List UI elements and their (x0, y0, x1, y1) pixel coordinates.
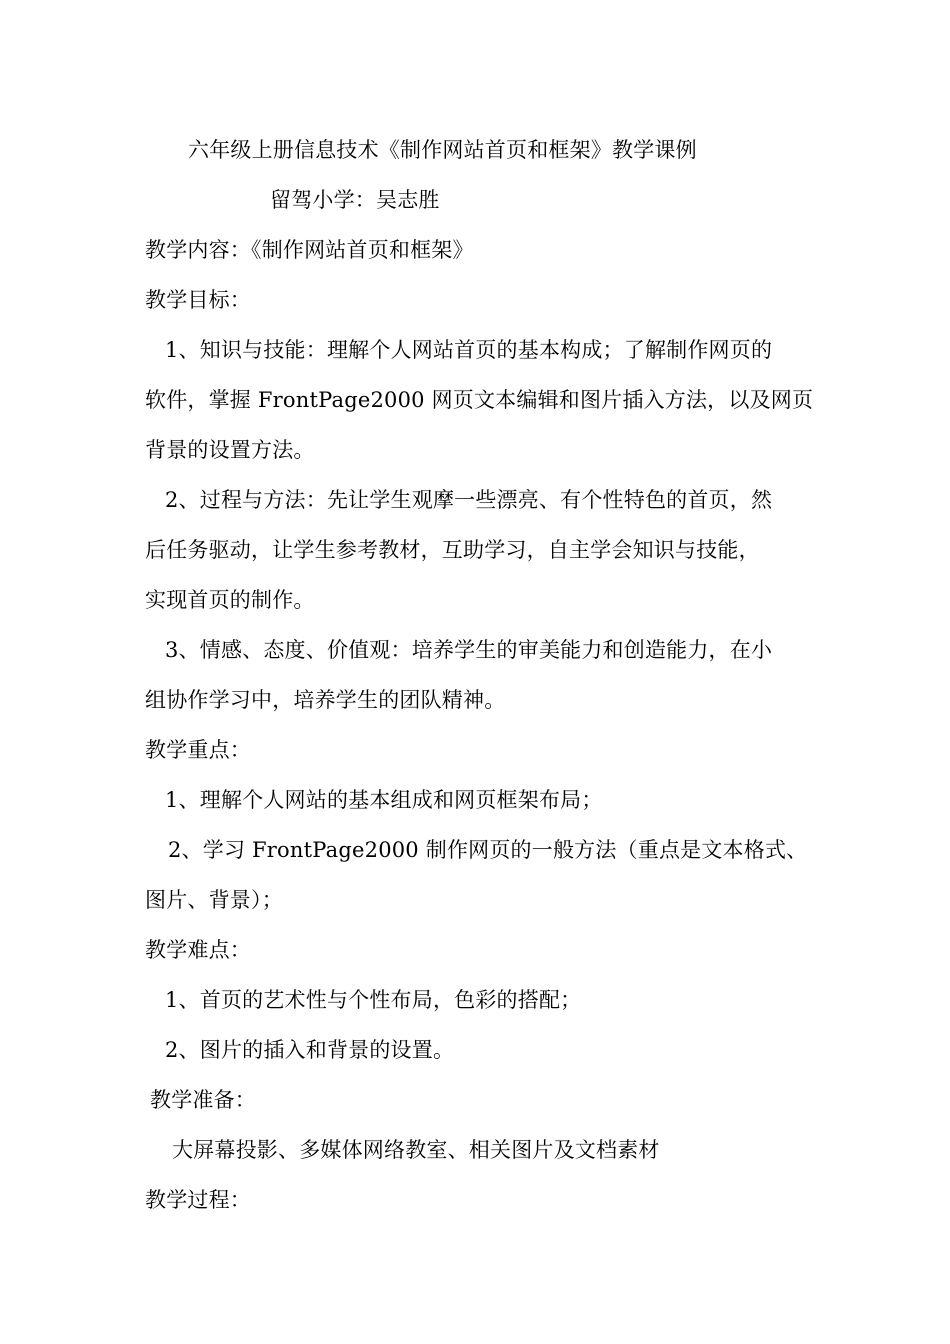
difficulty-2: 2、图片的插入和背景的设置。 (165, 1038, 455, 1062)
goal-1-line-1: 1、知识与技能：理解个人网站首页的基本构成；了解制作网页的 (165, 338, 773, 362)
section-heading-key-points: 教学重点： (145, 738, 251, 762)
document-title: 六年级上册信息技术《制作网站首页和框架》教学课例 (188, 138, 697, 162)
goal-3-line-2: 组协作学习中，培养学生的团队精神。 (145, 688, 506, 712)
key-point-1: 1、理解个人网站的基本组成和网页框架布局； (165, 788, 603, 812)
section-heading-process: 教学过程： (145, 1188, 251, 1212)
goal-3-line-1: 3、情感、态度、价值观：培养学生的审美能力和创造能力，在小 (165, 638, 773, 662)
author-line: 留驾小学：吴志胜 (270, 188, 440, 212)
preparation-materials: 大屏幕投影、多媒体网络教室、相关图片及文档素材 (172, 1138, 660, 1162)
key-point-2-line-2: 图片、背景）； (145, 888, 283, 912)
section-heading-preparation: 教学准备： (150, 1088, 256, 1112)
key-point-2-line-1: 2、学习 FrontPage2000 制作网页的一般方法（重点是文本格式、 (168, 838, 808, 862)
goal-2-line-3: 实现首页的制作。 (145, 588, 315, 612)
goal-1-line-3: 背景的设置方法。 (145, 438, 315, 462)
goal-2-line-2: 后任务驱动，让学生参考教材，互助学习，自主学会知识与技能， (145, 538, 760, 562)
difficulty-1: 1、首页的艺术性与个性布局，色彩的搭配； (165, 988, 582, 1012)
goal-1-line-2: 软件，掌握 FrontPage2000 网页文本编辑和图片插入方法，以及网页 (145, 388, 814, 412)
goal-2-line-1: 2、过程与方法：先让学生观摩一些漂亮、有个性特色的首页，然 (165, 488, 773, 512)
section-heading-goals: 教学目标： (145, 288, 251, 312)
teaching-content: 教学内容：《制作网站首页和框架》 (145, 238, 474, 262)
section-heading-difficulties: 教学难点： (145, 938, 251, 962)
